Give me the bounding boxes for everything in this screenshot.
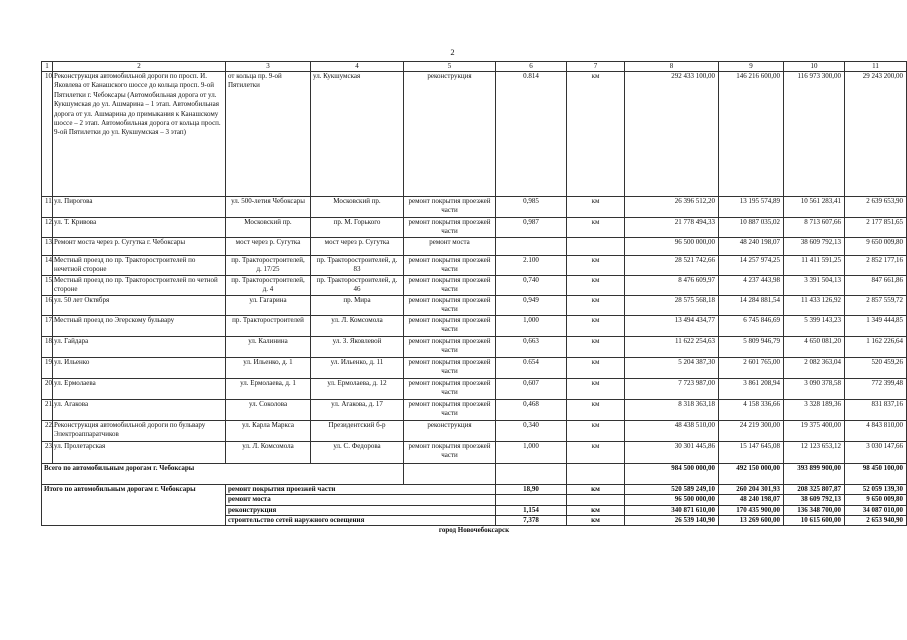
start-point: пр. Тракторостроителей: [226, 315, 311, 336]
start-point: от кольца пр. 9-ой Пятилетки: [226, 72, 311, 197]
road-name: Реконструкция автомобильной дороги по бульвару Электроаппаратчиков: [53, 420, 226, 441]
col-num: 7: [567, 62, 625, 72]
cost-col-10: 3 328 189,36: [784, 399, 845, 420]
start-point: ул. Ермолаева, д. 1: [226, 378, 311, 399]
col-num: 5: [404, 62, 496, 72]
road-name: ул. Ермолаева: [53, 378, 226, 399]
row-number: 20.: [42, 378, 53, 399]
row-number: 12.: [42, 218, 53, 238]
grand-total-row: [42, 463, 907, 484]
road-name: ул. Т. Кривова: [53, 218, 226, 238]
unit: км: [567, 378, 625, 399]
cost-col-9: 146 216 600,00: [719, 72, 784, 197]
cost-col-9: 15 147 645,08: [719, 441, 784, 463]
length-value: 0,663: [496, 336, 567, 357]
cost-col-9: 4 158 336,66: [719, 399, 784, 420]
length-value: 1,000: [496, 441, 567, 463]
col-num: 11: [845, 62, 907, 72]
col-num: 8: [625, 62, 719, 72]
road-name: ул. Пирогова: [53, 197, 226, 218]
work-type: ремонт покрытия проезжей части: [404, 378, 496, 399]
row-number: 10.: [42, 72, 53, 197]
table-row: [42, 197, 907, 218]
grand-total-col-9: 492 150 000,00: [719, 463, 784, 484]
subtotal-col-9: 260 204 301,93: [719, 484, 784, 494]
length-value: [496, 237, 567, 255]
cost-col-11: 772 399,48: [845, 378, 907, 399]
table-row: [42, 315, 907, 336]
cost-col-9: 24 219 300,00: [719, 420, 784, 441]
start-point: мост через р. Сугутка: [226, 237, 311, 255]
cost-col-10: 3 391 504,13: [784, 275, 845, 295]
total-cost: 30 301 445,86: [625, 441, 719, 463]
subtotal-kind: ремонт моста: [226, 495, 496, 505]
end-point: ул. Л. Комсомола: [311, 315, 404, 336]
city-heading: город Новочебоксарск: [438, 526, 510, 535]
subtotal-length: 7,378: [496, 516, 567, 526]
end-point: ул. Ермолаева, д. 12: [311, 378, 404, 399]
col-num: 2: [53, 62, 226, 72]
cost-col-9: 4 237 443,98: [719, 275, 784, 295]
cost-col-10: 11 433 126,92: [784, 295, 845, 315]
cost-col-9: 14 257 974,25: [719, 255, 784, 275]
subtotal-col-11: 2 653 940,90: [845, 516, 907, 526]
total-cost: 7 723 987,00: [625, 378, 719, 399]
row-number: 18.: [42, 336, 53, 357]
cost-col-11: 831 837,16: [845, 399, 907, 420]
start-point: пр. Тракторостроителей, д. 4: [226, 275, 311, 295]
end-point: пр. Тракторостроителей, д. 83: [311, 255, 404, 275]
col-num: 3: [226, 62, 311, 72]
row-number: 19.: [42, 357, 53, 378]
col-num: 1: [42, 62, 53, 72]
subtotal-col-8: 26 539 140,90: [625, 516, 719, 526]
work-type: ремонт моста: [404, 237, 496, 255]
empty-cell: [404, 463, 496, 484]
unit: км: [567, 197, 625, 218]
subtotal-col-11: 52 059 139,30: [845, 484, 907, 494]
cost-col-9: 13 195 574,89: [719, 197, 784, 218]
cost-col-9: 14 284 881,54: [719, 295, 784, 315]
road-name: ул. Пролетарская: [53, 441, 226, 463]
cost-col-10: 4 650 081,20: [784, 336, 845, 357]
cost-col-10: 10 561 283,41: [784, 197, 845, 218]
cost-col-9: 5 809 946,79: [719, 336, 784, 357]
end-point: ул. С. Федорова: [311, 441, 404, 463]
row-number: 17.: [42, 315, 53, 336]
col-num: 6: [496, 62, 567, 72]
unit: км: [567, 275, 625, 295]
cost-col-9: 48 240 198,07: [719, 237, 784, 255]
end-point: ул. Кукшумская: [311, 72, 404, 197]
subtotal-col-8: 340 871 610,00: [625, 505, 719, 515]
length-value: 0,740: [496, 275, 567, 295]
end-point: ул. З. Яковлевой: [311, 336, 404, 357]
subtotal-label: Итого по автомобильным дорогам г. Чебоксары: [42, 484, 226, 526]
total-cost: 26 396 512,20: [625, 197, 719, 218]
subtotal-col-10: 38 609 792,13: [784, 495, 845, 505]
city-heading-row: [42, 526, 907, 536]
start-point: ул. 500-летия Чебоксары: [226, 197, 311, 218]
road-name: ул. Агакова: [53, 399, 226, 420]
work-type: ремонт покрытия проезжей части: [404, 399, 496, 420]
col-num: 10: [784, 62, 845, 72]
table-row: [42, 357, 907, 378]
grand-total-label: Всего по автомобильным дорогам г. Чебоксары: [42, 463, 404, 484]
total-cost: 28 575 568,18: [625, 295, 719, 315]
unit: км: [567, 315, 625, 336]
cost-col-10: 2 082 363,04: [784, 357, 845, 378]
row-number: 22.: [42, 420, 53, 441]
length-value: 2.100: [496, 255, 567, 275]
total-cost: 96 500 000,00: [625, 237, 719, 255]
subtotal-length: 18,90: [496, 484, 567, 494]
table-row: [42, 336, 907, 357]
cost-col-9: 2 601 765,00: [719, 357, 784, 378]
road-name: ул. Ильенко: [53, 357, 226, 378]
work-type: ремонт покрытия проезжей части: [404, 197, 496, 218]
cost-col-11: 2 852 177,16: [845, 255, 907, 275]
column-number-row: [42, 62, 907, 72]
road-name: Ремонт моста через р. Сугутка г. Чебоксары: [53, 237, 226, 255]
table-row: [42, 420, 907, 441]
work-type: ремонт покрытия проезжей части: [404, 275, 496, 295]
cost-col-10: 12 123 653,12: [784, 441, 845, 463]
page-number: 2: [450, 47, 455, 57]
cost-col-10: 116 973 300,00: [784, 72, 845, 197]
end-point: ул. Ильенко, д. 11: [311, 357, 404, 378]
col-num: 9: [719, 62, 784, 72]
unit: км: [567, 336, 625, 357]
cost-col-10: 8 713 607,66: [784, 218, 845, 238]
length-value: 0,985: [496, 197, 567, 218]
cost-col-11: 1 162 226,64: [845, 336, 907, 357]
start-point: ул. Гагарина: [226, 295, 311, 315]
grand-total-col-8: 984 500 000,00: [625, 463, 719, 484]
cost-col-11: 4 843 810,00: [845, 420, 907, 441]
cost-col-10: 38 609 792,13: [784, 237, 845, 255]
empty-cell: [567, 463, 625, 484]
table-row: [42, 399, 907, 420]
end-point: мост через р. Сугутка: [311, 237, 404, 255]
cost-col-11: 847 661,86: [845, 275, 907, 295]
start-point: Московский пр.: [226, 218, 311, 238]
table-row: [42, 255, 907, 275]
table-row: [42, 295, 907, 315]
cost-col-10: 5 399 143,23: [784, 315, 845, 336]
total-cost: 28 521 742,66: [625, 255, 719, 275]
cost-col-10: 11 411 591,25: [784, 255, 845, 275]
length-value: 1,000: [496, 315, 567, 336]
subtotal-unit: [567, 495, 625, 505]
length-value: 0,340: [496, 420, 567, 441]
total-cost: 13 494 434,77: [625, 315, 719, 336]
cost-col-11: 2 177 851,65: [845, 218, 907, 238]
total-cost: 8 476 609,97: [625, 275, 719, 295]
work-type: ремонт покрытия проезжей части: [404, 357, 496, 378]
end-point: пр. М. Горького: [311, 218, 404, 238]
length-value: 0,987: [496, 218, 567, 238]
subtotal-kind: строительство сетей наружного освещения: [226, 516, 496, 526]
table-row: [42, 275, 907, 295]
grand-total-col-10: 393 899 900,00: [784, 463, 845, 484]
total-cost: 8 318 363,18: [625, 399, 719, 420]
road-name: Местный проезд по пр. Тракторостроителей по четной стороне: [53, 275, 226, 295]
subtotal-unit: км: [567, 505, 625, 515]
cost-col-9: 3 861 208,94: [719, 378, 784, 399]
table-row: [42, 218, 907, 238]
road-name: Местный проезд по Эгерскому бульвару: [53, 315, 226, 336]
row-number: 11.: [42, 197, 53, 218]
row-number: 14.: [42, 255, 53, 275]
road-name: Реконструкция автомобильной дороги по просп. И. Яковлева от Канашского шоссе до кольца просп. 9-ой Пятилетки г. Чебоксары (Автомобильная дорога от ул. Кукшумская до ул. Ашмарина – 1 этап. Автомобильная дорога от ул. Ашмарина до примыкания к Канашскому шоссе – 2 этап. Автомобильная дорога от кольца просп. 9-ой Пятилетки до ул. Кукшумская – 3 этап): [53, 72, 226, 197]
start-point: пр. Тракторостроителей, д. 17/25: [226, 255, 311, 275]
cost-col-11: 29 243 200,00: [845, 72, 907, 197]
subtotal-col-10: 10 615 600,00: [784, 516, 845, 526]
table-row: [42, 441, 907, 463]
unit: км: [567, 357, 625, 378]
end-point: Московский пр.: [311, 197, 404, 218]
cost-col-11: 1 349 444,85: [845, 315, 907, 336]
total-cost: 21 778 494,33: [625, 218, 719, 238]
unit: км: [567, 295, 625, 315]
cost-col-10: 19 375 400,00: [784, 420, 845, 441]
subtotal-col-8: 520 589 249,10: [625, 484, 719, 494]
unit: км: [567, 255, 625, 275]
subtotal-col-11: 9 650 009,80: [845, 495, 907, 505]
subtotal-unit: км: [567, 516, 625, 526]
cost-col-10: 3 090 378,58: [784, 378, 845, 399]
subtotal-row: [42, 484, 907, 494]
subtotal-kind: реконструкция: [226, 505, 496, 515]
unit: км: [567, 218, 625, 238]
table-row: [42, 237, 907, 255]
cost-col-11: 2 639 653,90: [845, 197, 907, 218]
unit: км: [567, 72, 625, 197]
row-number: 23.: [42, 441, 53, 463]
road-works-table: [41, 61, 907, 536]
work-type: ремонт покрытия проезжей части: [404, 315, 496, 336]
subtotal-col-11: 34 087 010,00: [845, 505, 907, 515]
length-value: 0.654: [496, 357, 567, 378]
road-name: ул. Гайдара: [53, 336, 226, 357]
end-point: ул. Агакова, д. 17: [311, 399, 404, 420]
unit: [567, 237, 625, 255]
road-name: ул. 50 лет Октября: [53, 295, 226, 315]
end-point: пр. Мира: [311, 295, 404, 315]
work-type: ремонт покрытия проезжей части: [404, 295, 496, 315]
row-number: 13.: [42, 237, 53, 255]
subtotal-col-9: 48 240 198,07: [719, 495, 784, 505]
subtotal-unit: км: [567, 484, 625, 494]
subtotal-length: 1,154: [496, 505, 567, 515]
work-type: ремонт покрытия проезжей части: [404, 218, 496, 238]
unit: км: [567, 420, 625, 441]
start-point: ул. Ильенко, д. 1: [226, 357, 311, 378]
table-row: [42, 378, 907, 399]
subtotal-kind: ремонт покрытия проезжей части: [226, 484, 496, 494]
subtotal-col-10: 208 325 807,87: [784, 484, 845, 494]
subtotal-col-9: 13 269 600,00: [719, 516, 784, 526]
row-number: 21.: [42, 399, 53, 420]
col-num: 4: [311, 62, 404, 72]
start-point: ул. Л. Комсомола: [226, 441, 311, 463]
work-type: ремонт покрытия проезжей части: [404, 255, 496, 275]
work-type: реконструкция: [404, 72, 496, 197]
work-type: реконструкция: [404, 420, 496, 441]
length-value: 0,468: [496, 399, 567, 420]
unit: км: [567, 441, 625, 463]
subtotal-length: [496, 495, 567, 505]
start-point: ул. Калинина: [226, 336, 311, 357]
start-point: ул. Соколова: [226, 399, 311, 420]
total-cost: 5 204 387,30: [625, 357, 719, 378]
table-row: [42, 72, 907, 197]
start-point: ул. Карла Маркса: [226, 420, 311, 441]
end-point: пр. Тракторостроителей, д. 46: [311, 275, 404, 295]
cost-col-9: 10 887 035,02: [719, 218, 784, 238]
cost-col-11: 9 650 009,80: [845, 237, 907, 255]
length-value: 0,607: [496, 378, 567, 399]
subtotal-col-10: 136 348 700,00: [784, 505, 845, 515]
cost-col-11: 2 857 559,72: [845, 295, 907, 315]
length-value: 0.814: [496, 72, 567, 197]
total-cost: 48 438 510,00: [625, 420, 719, 441]
end-point: Президентский б-р: [311, 420, 404, 441]
cost-col-11: 520 459,26: [845, 357, 907, 378]
empty-cell: [496, 463, 567, 484]
cost-col-9: 6 745 846,69: [719, 315, 784, 336]
row-number: 16.: [42, 295, 53, 315]
work-type: ремонт покрытия проезжей части: [404, 441, 496, 463]
work-type: ремонт покрытия проезжей части: [404, 336, 496, 357]
subtotal-col-8: 96 500 000,00: [625, 495, 719, 505]
cost-col-11: 3 030 147,66: [845, 441, 907, 463]
total-cost: 11 622 254,63: [625, 336, 719, 357]
length-value: 0,949: [496, 295, 567, 315]
row-number: 15.: [42, 275, 53, 295]
unit: км: [567, 399, 625, 420]
subtotal-col-9: 170 435 900,00: [719, 505, 784, 515]
road-name: Местный проезд по пр. Тракторостроителей по нечетной стороне: [53, 255, 226, 275]
grand-total-col-11: 98 450 100,00: [845, 463, 907, 484]
total-cost: 292 433 100,00: [625, 72, 719, 197]
